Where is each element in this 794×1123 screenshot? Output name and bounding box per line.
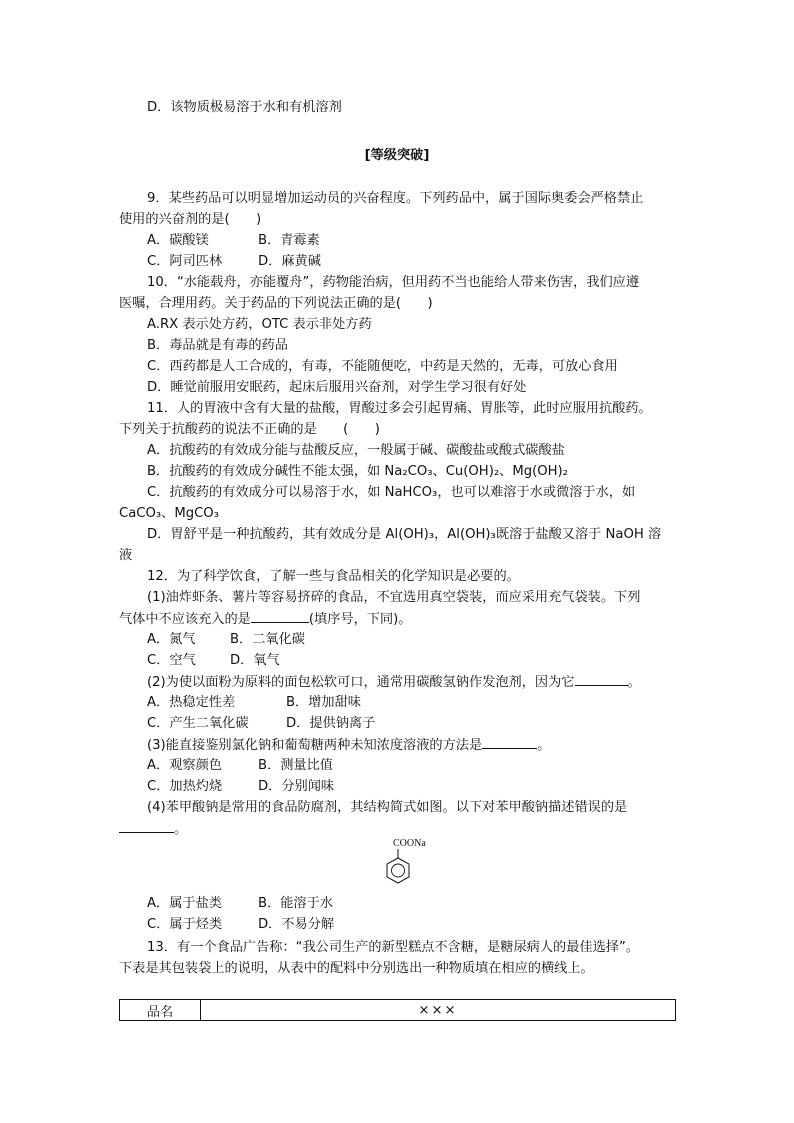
q12-part1-stem-1: (1)油炸虾条、薯片等容易挤碎的食品，不宜选用真空袋装，而应采用充气袋装。下列: [147, 590, 641, 605]
answer-blank[interactable]: [251, 609, 309, 623]
q9-option-a: A．碳酸镁: [147, 233, 209, 248]
q12-part3-text: (3)能直接鉴别氯化钠和葡萄糖两种未知浓度溶液的方法是: [147, 738, 483, 753]
q11-option-d-1: D．胃舒平是一种抗酸药，其有效成分是 Al(OH)₃，Al(OH)₃既溶于盐酸又溶于 NaOH 溶: [147, 527, 662, 542]
option-d-prev: D．该物质极易溶于水和有机溶剂: [147, 100, 342, 115]
q12-part2-text: (2)为使以面粉为原料的面包松软可口，通常用碳酸氢钠作发泡剂，因为它: [147, 675, 575, 690]
period: 。: [627, 675, 641, 690]
q12-p3-option-d: D．分别闻味: [258, 779, 335, 794]
q10-stem-1: 10．“水能载舟，亦能覆舟”，药物能治病，但用药不当也能给人带来伤害，我们应遵: [147, 275, 640, 290]
sodium-benzoate-structure: [376, 836, 436, 896]
q9-stem-1: 9．某些药品可以明显增加运动员的兴奋程度。下列药品中，属于国际奥委会严格禁止: [147, 191, 644, 206]
table-row: [120, 1000, 676, 1021]
q12-p1-option-b: B．二氧化碳: [230, 632, 305, 647]
answer-blank[interactable]: [575, 672, 628, 686]
q9-option-b: B．青霉素: [258, 233, 320, 248]
q12-p2-option-a: A．热稳定性差: [147, 695, 236, 710]
q10-option-b: B．毒品就是有毒的药品: [147, 338, 288, 353]
q11-option-c-2: CaCO₃、MgCO₃: [119, 506, 219, 521]
q12-p1-option-a: A．氮气: [147, 632, 196, 647]
q12-part3-stem: [147, 735, 550, 755]
section-title: [等级突破]: [364, 148, 430, 163]
q10-option-c: C．西药都是人工合成的，有毒，不能随便吃，中药是天然的，无毒，可放心食用: [147, 359, 618, 374]
q12-part1-stem-2: [119, 609, 411, 629]
q12-p2-option-d: D．提供钠离子: [286, 716, 376, 731]
q13-stem-2: 下表是其包装袋上的说明，从表中的配料中分别选出一种物质填在相应的横线上。: [119, 961, 594, 976]
q11-option-b: B．抗酸药的有效成分碱性不能太强，如 Na₂CO₃、Cu(OH)₂、Mg(OH)₂: [147, 464, 568, 479]
q12-part1-tail: (填序号，下同)。: [308, 612, 412, 627]
q10-option-d: D．睡觉前服用安眠药，起床后服用兴奋剂，对学生学习很有好处: [147, 380, 527, 395]
q11-option-d-2: 液: [119, 548, 133, 563]
table-cell-label: 品名: [120, 1000, 201, 1021]
q12-p2-option-b: B．增加甜味: [286, 695, 361, 710]
q12-intro: 12．为了科学饮食，了解一些与食品相关的化学知识是必要的。: [147, 569, 520, 584]
q12-p4-option-b: B．能溶于水: [258, 896, 333, 911]
table-cell-value: ×××: [201, 1000, 676, 1021]
q9-stem-2: 使用的兴奋剂的是( ): [119, 212, 262, 227]
product-info-table: [119, 999, 676, 1021]
q12-part2-stem: [147, 672, 641, 692]
benzene-ring: [387, 858, 409, 883]
q12-p4-option-d: D．不易分解: [258, 917, 335, 932]
q12-part4-stem-1: (4)苯甲酸钠是常用的食品防腐剂，其结构简式如图。以下对苯甲酸钠描述错误的是: [147, 800, 628, 815]
q12-p3-option-b: B．测量比值: [258, 758, 333, 773]
q11-option-a: A．抗酸药的有效成分能与盐酸反应，一般属于碱、碳酸盐或酸式碳酸盐: [147, 443, 565, 458]
q12-p2-option-c: C．产生二氧化碳: [147, 716, 249, 731]
q11-stem-1: 11．人的胃液中含有大量的盐酸，胃酸过多会引起胃痛、胃胀等，此时应服用抗酸药。: [147, 401, 652, 416]
q12-p3-option-a: A．观察颜色: [147, 758, 222, 773]
q12-p4-option-a: A．属于盐类: [147, 896, 222, 911]
q11-stem-2: 下列关于抗酸药的说法不正确的是 ( ): [119, 422, 380, 437]
q12-p3-option-c: C．加热灼烧: [147, 779, 223, 794]
q12-p4-option-c: C．属于烃类: [147, 917, 223, 932]
answer-blank[interactable]: [119, 819, 174, 833]
structure-label: COONa: [393, 838, 426, 849]
q9-option-c: C．阿司匹林: [147, 254, 223, 269]
q10-option-a: A.RX 表示处方药，OTC 表示非处方药: [147, 317, 372, 332]
q10-stem-2: 医嘱，合理用药。关于药品的下列说法正确的是( ): [119, 296, 433, 311]
q12-part1-text: 气体中不应该充入的是: [119, 612, 251, 627]
q12-part4-stem-2: [119, 819, 187, 839]
aromatic-circle: [392, 864, 405, 877]
period: 。: [537, 738, 551, 753]
period: 。: [174, 822, 188, 837]
q12-p1-option-c: C．空气: [147, 653, 196, 668]
q9-option-d: D．麻黄碱: [258, 254, 321, 269]
answer-blank[interactable]: [482, 735, 537, 749]
q11-option-c-1: C．抗酸药的有效成分可以易溶于水，如 NaHCO₃，也可以难溶于水或微溶于水，如: [147, 485, 636, 500]
q13-stem-1: 13．有一个食品广告称：“我公司生产的新型糕点不含糖，是糖尿病人的最佳选择”。: [147, 940, 640, 955]
q12-p1-option-d: D．氧气: [230, 653, 280, 668]
